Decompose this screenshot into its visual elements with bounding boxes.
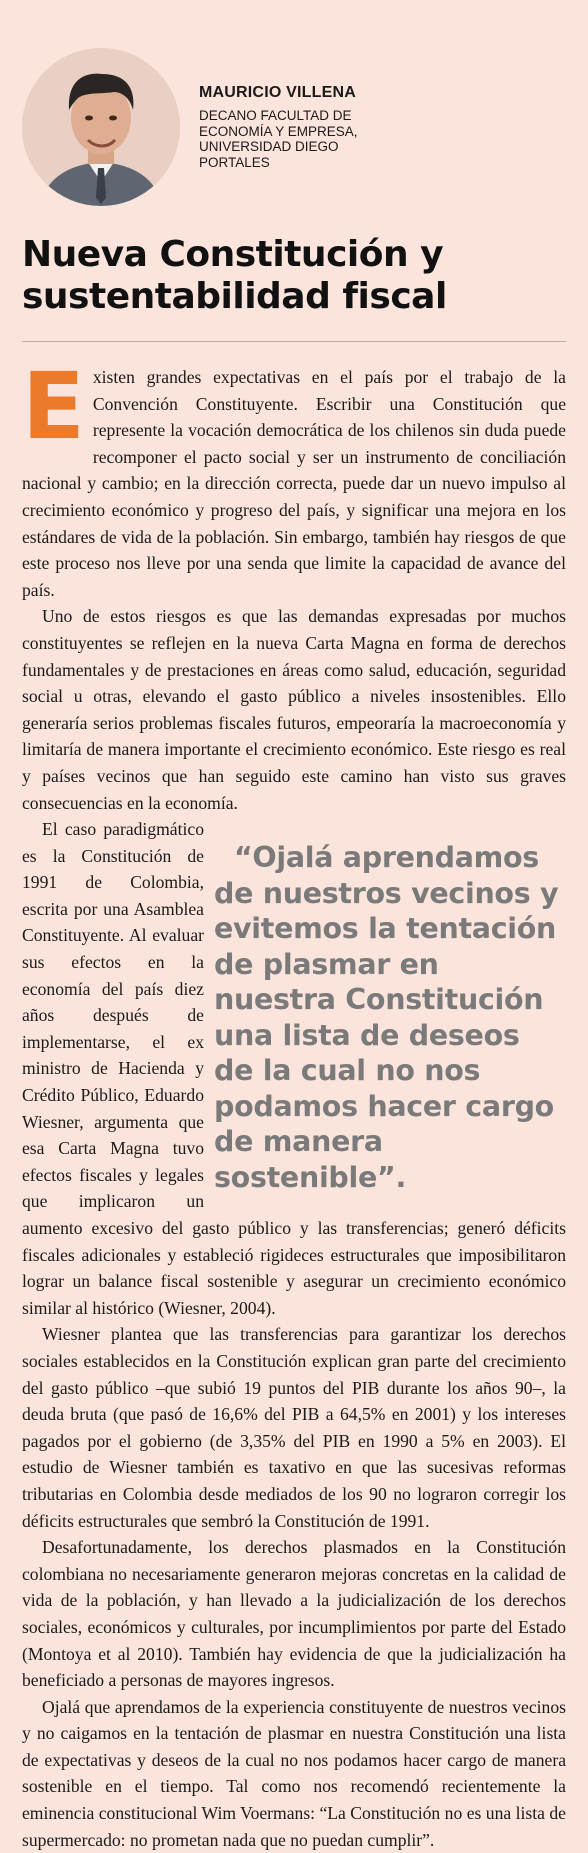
author-name: MAURICIO VILLENA — [199, 84, 356, 101]
drop-cap: E — [22, 353, 85, 460]
author-photo — [22, 48, 180, 206]
paragraph-3-text: El caso paradigmático es la Constitución de 1991 de Colombia, escrita por una Asamblea Constituyente. Al evaluar sus efectos en la economía del país diez años después de implementarse, el ex ministro de Hacienda y Crédito Público, Eduardo Wiesner, argumenta que esa Carta Magna tuvo efectos fiscales y legales que implicaron un aumento excesivo del gasto público y las transferencias; generó déficits fiscales adicionales y estableció rigideces estructurales que imposibilitaron lograr un balance fiscal sostenible y asegurar un crecimiento económico similar al histórico (Wiesner, 2004). — [22, 819, 566, 1318]
article-title: Nueva Constitución y sustentabilidad fiscal — [22, 234, 447, 317]
pull-quote: “Ojalá aprendamos de nuestros vecinos y evitemos la tentación de plasmar en nuestra Constitución una lista de deseos de la cual no nos podamos hacer cargo de manera sostenible”. — [214, 841, 559, 1194]
author-role: DECANO FACULTAD DE ECONOMÍA Y EMPRESA, UNIVERSIDAD DIEGO PORTALES — [199, 108, 358, 170]
author-header — [0, 0, 588, 215]
paragraph-4: Wiesner plantea que las transferencias para garantizar los derechos sociales establecidos en la Constitución explican gran parte del crecimiento del gasto público –que subió 19 puntos del PIB durante los años 90–, la deuda bruta (que pasó de 16,6% del PIB a 64,5% en 2001) y los intereses pagados por el gobierno (de 3,35% del PIB en 1990 a 5% en 2003). El estudio de Wiesner también es taxativo en que las sucesivas reformas tributarias en Colombia desde mediados de los 90 no lograron corregir los déficits estructurales que sembró la Constitución de 1991. — [22, 1324, 566, 1531]
paragraph-5: Desafortunadamente, los derechos plasmados en la Constitución colombiana no necesariamente generaron mejoras concretas en la calidad de vida de la población, y han llevado a la judicialización de los derechos sociales, económicos y culturales, por incumplimientos por parte del Estado (Montoya et al 2010). También hay evidencia de que la judicialización ha beneficiado a personas de mayores ingresos. — [22, 1537, 566, 1691]
author-portrait-icon — [22, 48, 180, 206]
paragraph-1-text: xisten grandes expectativas en el país por el trabajo de la Convención Constituyente. Escribir una Constitución que represente la vocación democrática de los chilenos sin duda puede recomponer el pacto social y ser un instrumento de conciliación nacional y cambio; en la dirección correcta, puede dar un nuevo impulso al crecimiento económico y progreso del país, y significar una mejora en los estándares de vida de la población. Sin embargo, también hay riesgos de que este proceso nos lleve por una senda que limite la capacidad de avance del país. — [22, 367, 566, 600]
paragraph-1 — [22, 353, 566, 603]
paragraph-2: Uno de estos riesgos es que las demandas expresadas por muchos constituyentes se reflejen en la nueva Carta Magna en forma de derechos fundamentales y de prestaciones en áreas como salud, educación, seguridad social u otras, elevando el gasto público a niveles insostenibles. Ello generaría serios problemas fiscales futuros, empeoraría la macroeconomía y limitaría de manera importante el crecimiento económico. Este riesgo es real y países vecinos que han seguido este camino han visto sus graves consecuencias en la economía. — [22, 606, 566, 813]
article-body — [22, 353, 566, 1853]
paragraph-6: Ojalá que aprendamos de la experiencia constituyente de nuestros vecinos y no caigamos en la tentación de plasmar en nuestra Constitución una lista de expectativas y deseos de la cual no nos podamos hacer cargo de manera sostenible en el tiempo. Tal como nos recomendó recientemente la eminencia constitucional Wim Voermans: “La Constitución no es una lista de supermercado: no prometan nada que no puedan cumplir”. — [22, 1696, 566, 1850]
paragraph-3 — [22, 816, 566, 1321]
title-divider — [22, 341, 566, 342]
